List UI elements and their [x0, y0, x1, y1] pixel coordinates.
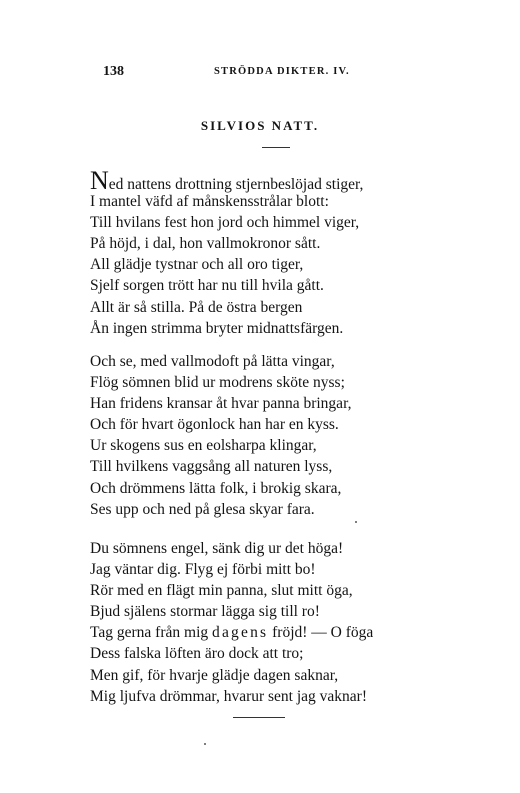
- ink-speck: [355, 521, 357, 523]
- stanza-2: [90, 351, 440, 520]
- stanza-3: [90, 538, 440, 707]
- poem-line: Till hvilkens vaggsång all naturen lyss,: [90, 458, 333, 476]
- line-text: fröjd! — O föga: [268, 624, 374, 642]
- spaced-word: dagens: [212, 624, 269, 642]
- poem-title: SILVIOS NATT.: [200, 118, 320, 133]
- poem-line: Dess falska löften äro dock att tro;: [90, 645, 304, 663]
- line-text: Tag gerna från mig: [90, 624, 213, 642]
- poem-line: Och för hvart ögonlock han har en kyss.: [90, 416, 339, 434]
- poem-line: På höjd, i dal, hon vallmokronor sått.: [90, 235, 321, 253]
- poem-line: Och drömmens lätta folk, i brokig skara,: [90, 479, 342, 497]
- poem-line: All glädje tystnar och all oro tiger,: [90, 256, 304, 274]
- poem-line: Flög sömnen blid ur modrens sköte nyss;: [90, 374, 345, 392]
- poem-line: Jag väntar dig. Flyg ej förbi mitt bo!: [90, 561, 316, 579]
- end-divider: [233, 717, 285, 718]
- poem-line: [90, 166, 440, 195]
- poem-line: Han fridens kransar åt hvar panna bringar,: [90, 395, 352, 413]
- page-number: 138: [103, 64, 124, 79]
- poem-line: Rör med en flägt min panna, slut mitt öga,: [90, 582, 353, 600]
- poem-line: Och se, med vallmodoft på lätta vingar,: [90, 353, 335, 370]
- page-header: [0, 64, 520, 84]
- ink-speck: [204, 743, 206, 745]
- poem-line: Till hvilans fest hon jord och himmel viger,: [90, 214, 360, 232]
- poem-line: Du sömnens engel, sänk dig ur det höga!: [90, 540, 344, 557]
- poem-line: Ur skogens sus en eolsharpa klingar,: [90, 437, 317, 455]
- running-head: STRÖDDA DIKTER. IV.: [214, 66, 350, 77]
- title-divider: [262, 147, 290, 148]
- line-text: ed nattens drottning stjernbeslöjad stiger,: [108, 176, 364, 193]
- poem-line: [90, 622, 440, 643]
- poem-line: Sjelf sorgen trött har nu till hvila gått.: [90, 277, 324, 295]
- poem-line: Allt är så stilla. På de östra bergen: [90, 298, 303, 316]
- poem-line: Men gif, för hvarje glädje dagen saknar,: [90, 666, 339, 684]
- poem-line: Ses upp och ned på glesa skyar fara.: [90, 500, 315, 518]
- stanza-1: [90, 166, 440, 339]
- poem-line: I mantel väfd af månskensstrålar blott:: [90, 193, 329, 211]
- poem-line: Bjud själens stormar lägga sig till ro!: [90, 603, 320, 621]
- drop-cap: N: [90, 166, 109, 195]
- poem-line: Ån ingen strimma bryter midnattsfärgen.: [90, 319, 344, 337]
- poem-line: Mig ljufva drömmar, hvarur sent jag vaknar!: [90, 687, 368, 705]
